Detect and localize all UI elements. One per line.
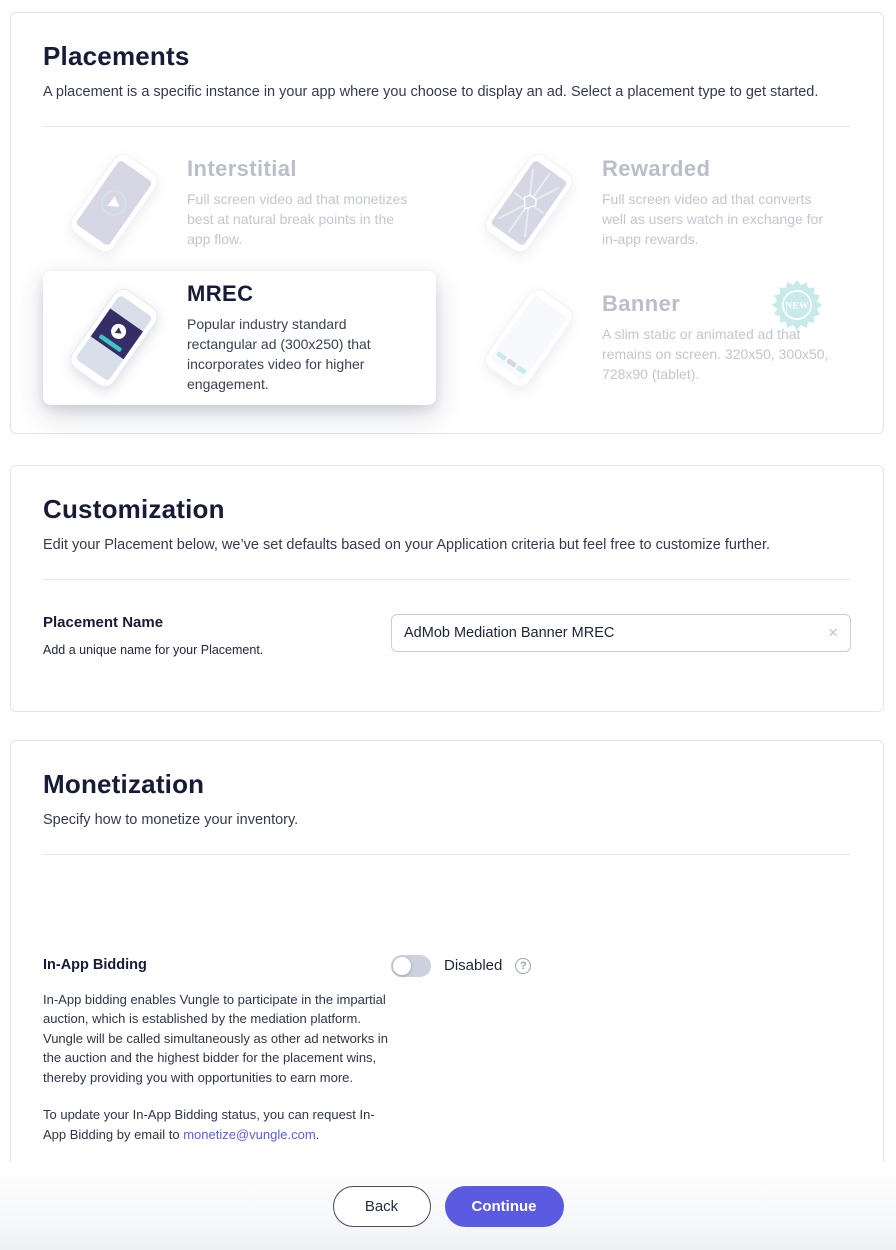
continue-button[interactable]: Continue: [445, 1186, 564, 1227]
placements-title: Placements: [43, 41, 190, 71]
placement-name-input-wrap: [391, 614, 851, 652]
placements-subtitle: A placement is a specific instance in your app where you choose to display an ad. Select a placement type to get started.: [43, 84, 819, 100]
in-app-bidding-row: [43, 957, 851, 1145]
placement-option-banner[interactable]: [458, 271, 851, 405]
banner-title: Banner: [602, 290, 681, 316]
monetization-subtitle: Specify how to monetize your inventory.: [43, 811, 299, 828]
in-app-bidding-toggle[interactable]: [391, 955, 431, 977]
in-app-bidding-toggle-row: [391, 955, 531, 977]
placement-name-help: Add a unique name for your Placement.: [43, 642, 264, 657]
toggle-knob: [393, 957, 411, 975]
placement-option-interstitial[interactable]: [43, 139, 436, 267]
interstitial-title: Interstitial: [187, 156, 297, 182]
rewarded-title: Rewarded: [602, 156, 711, 182]
in-app-bidding-description: In-App bidding enables Vungle to participate in the impartial auction, which is established by the mediation platform. Vungle will be called simultaneously as other ad networks in the auction and the highest bidder for the placement wins, thereby providing you with opportunities to earn more.: [43, 991, 388, 1085]
customization-divider: [43, 579, 851, 580]
back-button[interactable]: Back: [333, 1186, 431, 1227]
mrec-description: Popular industry standard rectangular ad (300x250) that incorporates video for higher engagement.: [187, 316, 371, 392]
interstitial-text: [187, 156, 424, 250]
customization-title: Customization: [43, 493, 225, 524]
mrec-text: [187, 281, 424, 395]
rewarded-text: [602, 156, 839, 250]
interstitial-phone-icon: [55, 149, 173, 257]
placements-divider: [43, 126, 851, 127]
new-badge-icon: [771, 279, 823, 331]
interstitial-description: Full screen video ad that monetizes best at natural break points in the app flow.: [187, 191, 408, 247]
help-icon[interactable]: ?: [515, 958, 531, 974]
customization-card: [10, 465, 884, 712]
monetization-divider: [43, 854, 851, 855]
banner-phone-icon: [470, 284, 588, 392]
rewarded-phone-icon: [470, 149, 588, 257]
rewarded-description: Full screen video ad that converts well as users watch in exchange for in-app rewards.: [602, 191, 823, 247]
in-app-bidding-state: Disabled: [444, 957, 503, 974]
placement-option-rewarded[interactable]: [458, 139, 851, 267]
monetization-card: [10, 740, 884, 1172]
note-suffix: .: [315, 1126, 320, 1142]
placement-name-input[interactable]: [404, 625, 820, 641]
placement-grid: [43, 139, 851, 405]
mrec-title: MREC: [187, 281, 254, 306]
placements-card: [10, 12, 884, 434]
mrec-phone-icon: [55, 284, 173, 392]
in-app-bidding-label: In-App Bidding: [43, 956, 147, 973]
placement-option-mrec[interactable]: [43, 271, 436, 405]
placement-name-label: Placement Name: [43, 613, 164, 631]
clear-input-icon[interactable]: ×: [828, 623, 838, 642]
in-app-bidding-note: [43, 1105, 391, 1144]
monetization-title: Monetization: [43, 768, 205, 799]
customization-subtitle: Edit your Placement below, we’ve set defaults based on your Application criteria but feel free to customize further.: [43, 536, 771, 553]
footer-bar: [0, 1162, 896, 1250]
svg-text:NEW: NEW: [785, 300, 809, 312]
note-text: To update your In-App Bidding status, you can request In-App Bidding by email to: [43, 1107, 375, 1142]
in-app-bidding-text: [43, 957, 391, 1145]
placement-name-row: [43, 614, 851, 657]
placement-name-labels: [43, 614, 263, 657]
banner-description: A slim static or animated ad that remains on screen. 320x50, 300x50, 728x90 (tablet).: [602, 325, 829, 382]
monetize-email-link[interactable]: monetize@vungle.com: [183, 1126, 316, 1142]
